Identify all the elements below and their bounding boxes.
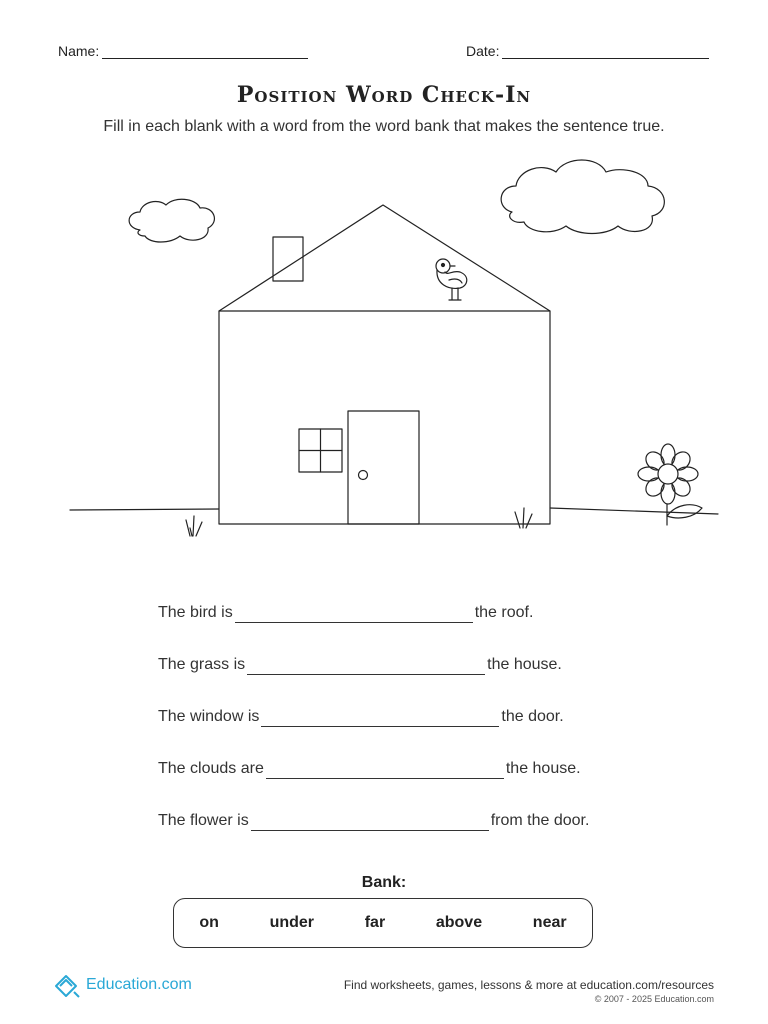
answer-blank-3[interactable] — [261, 708, 499, 727]
name-field — [58, 40, 308, 59]
house-scene-illustration — [0, 150, 768, 550]
date-blank[interactable] — [502, 40, 709, 59]
right-cloud — [501, 160, 664, 234]
word-bank — [173, 898, 593, 948]
sentence-2: The grass is the house. — [158, 656, 562, 673]
sentence-3: The window is the door. — [158, 708, 564, 725]
ground-left — [70, 509, 219, 510]
name-label: Name: — [58, 43, 100, 59]
ground-right — [550, 508, 718, 514]
education-logo[interactable] — [52, 970, 192, 1000]
grass-left — [186, 516, 202, 536]
bank-word-above: above — [435, 914, 483, 931]
bank-word-on: on — [199, 914, 219, 931]
bird — [436, 259, 467, 300]
bank-word-under: under — [269, 914, 315, 931]
answer-blank-5[interactable] — [251, 812, 489, 831]
sentence-list — [158, 604, 658, 864]
date-label: Date: — [466, 43, 500, 59]
answer-blank-1[interactable] — [235, 604, 473, 623]
roof — [219, 205, 550, 311]
sentence-1: The bird is the roof. — [158, 604, 534, 621]
answer-blank-4[interactable] — [266, 760, 504, 779]
footer-tagline: Find worksheets, games, lessons & more at education.com/resources — [343, 978, 714, 992]
footer — [344, 978, 714, 1004]
house-body — [219, 311, 550, 524]
name-blank[interactable] — [102, 40, 308, 59]
door-knob — [359, 471, 368, 480]
worksheet-title: Position Word Check-In — [236, 82, 532, 108]
answer-blank-2[interactable] — [247, 656, 485, 675]
word-bank-title: Bank: — [361, 874, 407, 891]
pencil-logo-icon — [52, 970, 82, 1000]
date-field — [466, 40, 709, 59]
door — [348, 411, 419, 524]
grass-right — [515, 508, 532, 528]
sentence-4: The clouds are the house. — [158, 760, 581, 777]
bank-word-far: far — [364, 914, 386, 931]
sentence-5: The flower is from the door. — [158, 812, 590, 829]
bank-word-near: near — [532, 914, 567, 931]
logo-text: Education.com — [86, 976, 192, 993]
footer-copyright: © 2007 - 2025 Education.com — [594, 994, 714, 1004]
left-cloud — [129, 199, 214, 242]
header-row — [58, 40, 710, 64]
instructions: Fill in each blank with a word from the word bank that makes the sentence true. — [103, 118, 665, 135]
